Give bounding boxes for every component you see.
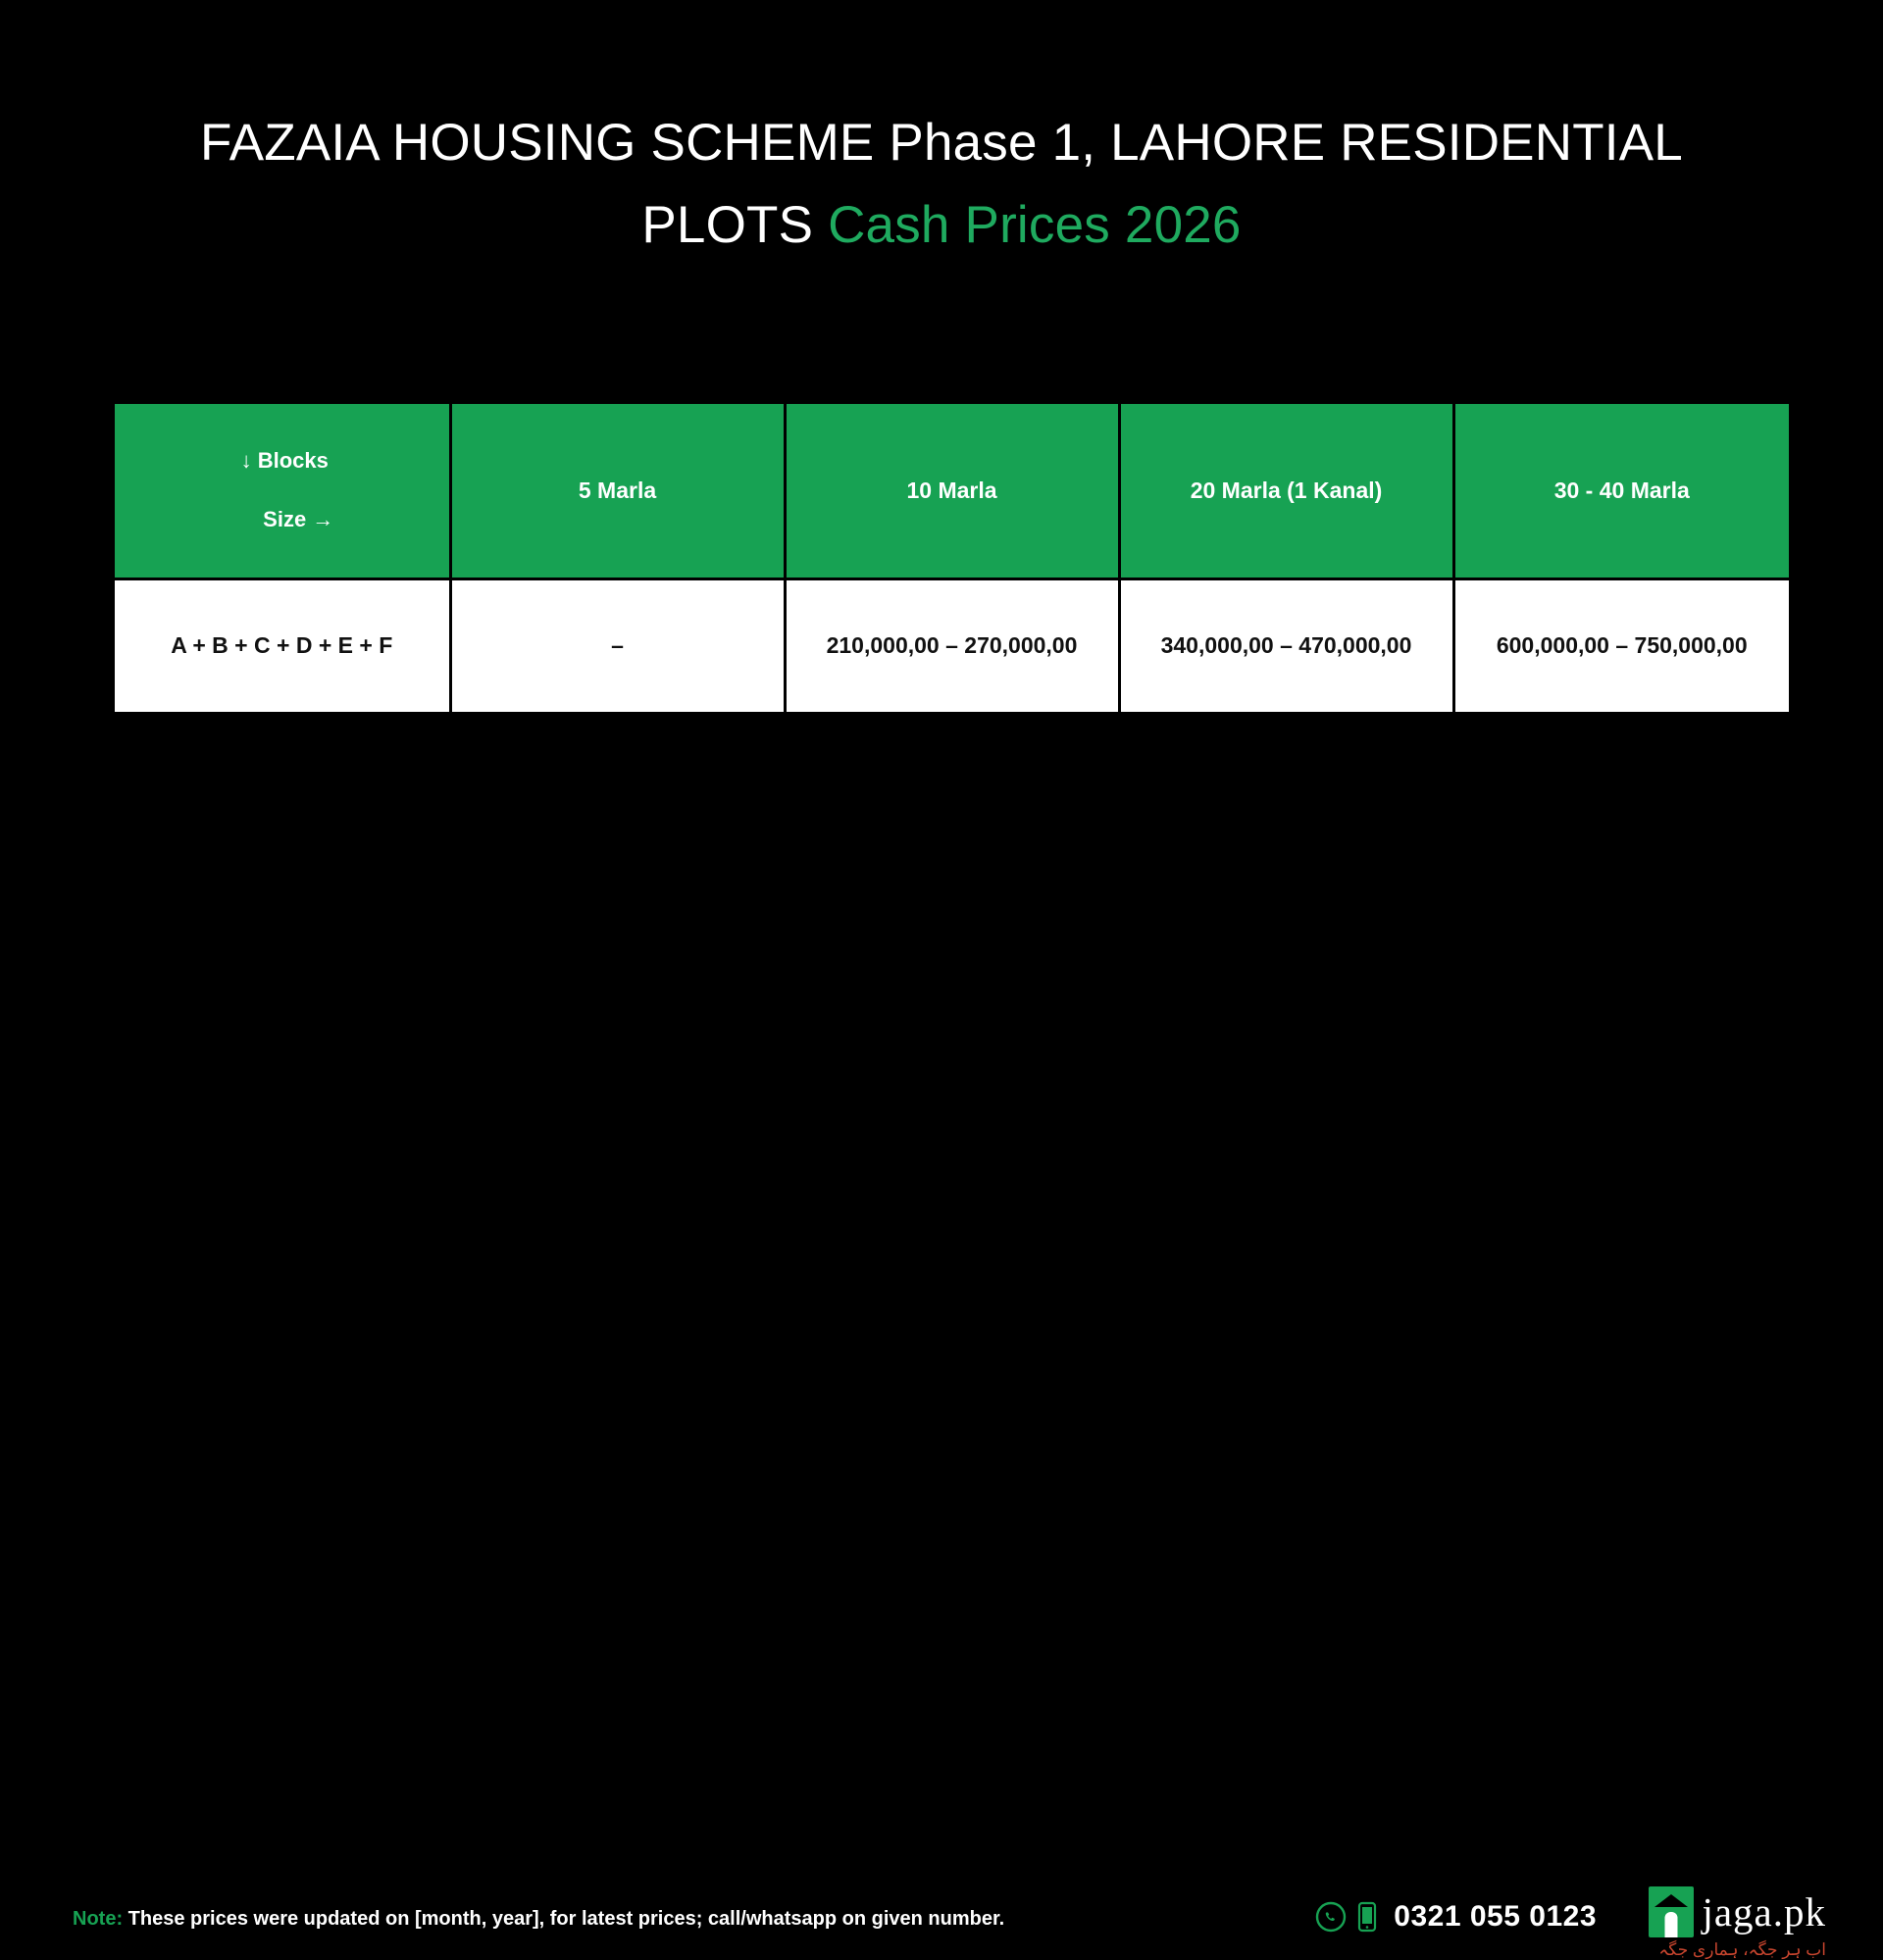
note-label: Note:	[73, 1908, 124, 1930]
column-header-5-marla: 5 Marla	[450, 404, 785, 578]
size-axis-label: Size →	[263, 507, 334, 532]
phone-icon[interactable]	[1356, 1901, 1378, 1933]
contact-block[interactable]	[1315, 1900, 1597, 1934]
blocks-axis-label: ↓ Blocks	[240, 448, 329, 474]
note-body: These prices were updated on [month, year], for latest prices; call/whatsapp on given number.	[123, 1908, 1005, 1930]
page-title	[137, 102, 1746, 267]
brand-tagline: اب ہر جگہ، ہماری جگہ	[1658, 1940, 1826, 1959]
title-accent-text: Cash Prices 2026	[828, 196, 1242, 254]
price-table	[115, 404, 1789, 712]
price-cell-20-marla: 340,000,00 – 470,000,00	[1119, 578, 1453, 712]
title-main-text: FAZAIA HOUSING SCHEME Phase 1, LAHORE RESIDENTIAL PLOTS	[200, 114, 1683, 254]
price-cell-30-40-marla: 600,000,00 – 750,000,00	[1453, 578, 1789, 712]
whatsapp-icon[interactable]	[1315, 1901, 1347, 1933]
column-header-10-marla: 10 Marla	[785, 404, 1119, 578]
title-heading	[137, 102, 1746, 267]
phone-number[interactable]: 0321 055 0123	[1394, 1900, 1597, 1933]
brand-name: jaga.pk	[1702, 1889, 1826, 1935]
column-header-30-40-marla: 30 - 40 Marla	[1453, 404, 1789, 578]
note-text	[73, 1908, 1004, 1931]
price-cell-5-marla: –	[450, 578, 785, 712]
table-header-row	[115, 404, 1789, 578]
house-icon	[1649, 1886, 1694, 1937]
footer	[0, 912, 1883, 1959]
brand-row	[1649, 1886, 1826, 1937]
brand-logo	[1649, 1886, 1826, 1960]
row-block-label: A + B + C + D + E + F	[115, 578, 450, 712]
table-corner-header	[115, 404, 450, 578]
column-header-20-marla: 20 Marla (1 Kanal)	[1119, 404, 1453, 578]
table-row	[115, 578, 1789, 712]
price-cell-10-marla: 210,000,00 – 270,000,00	[785, 578, 1119, 712]
